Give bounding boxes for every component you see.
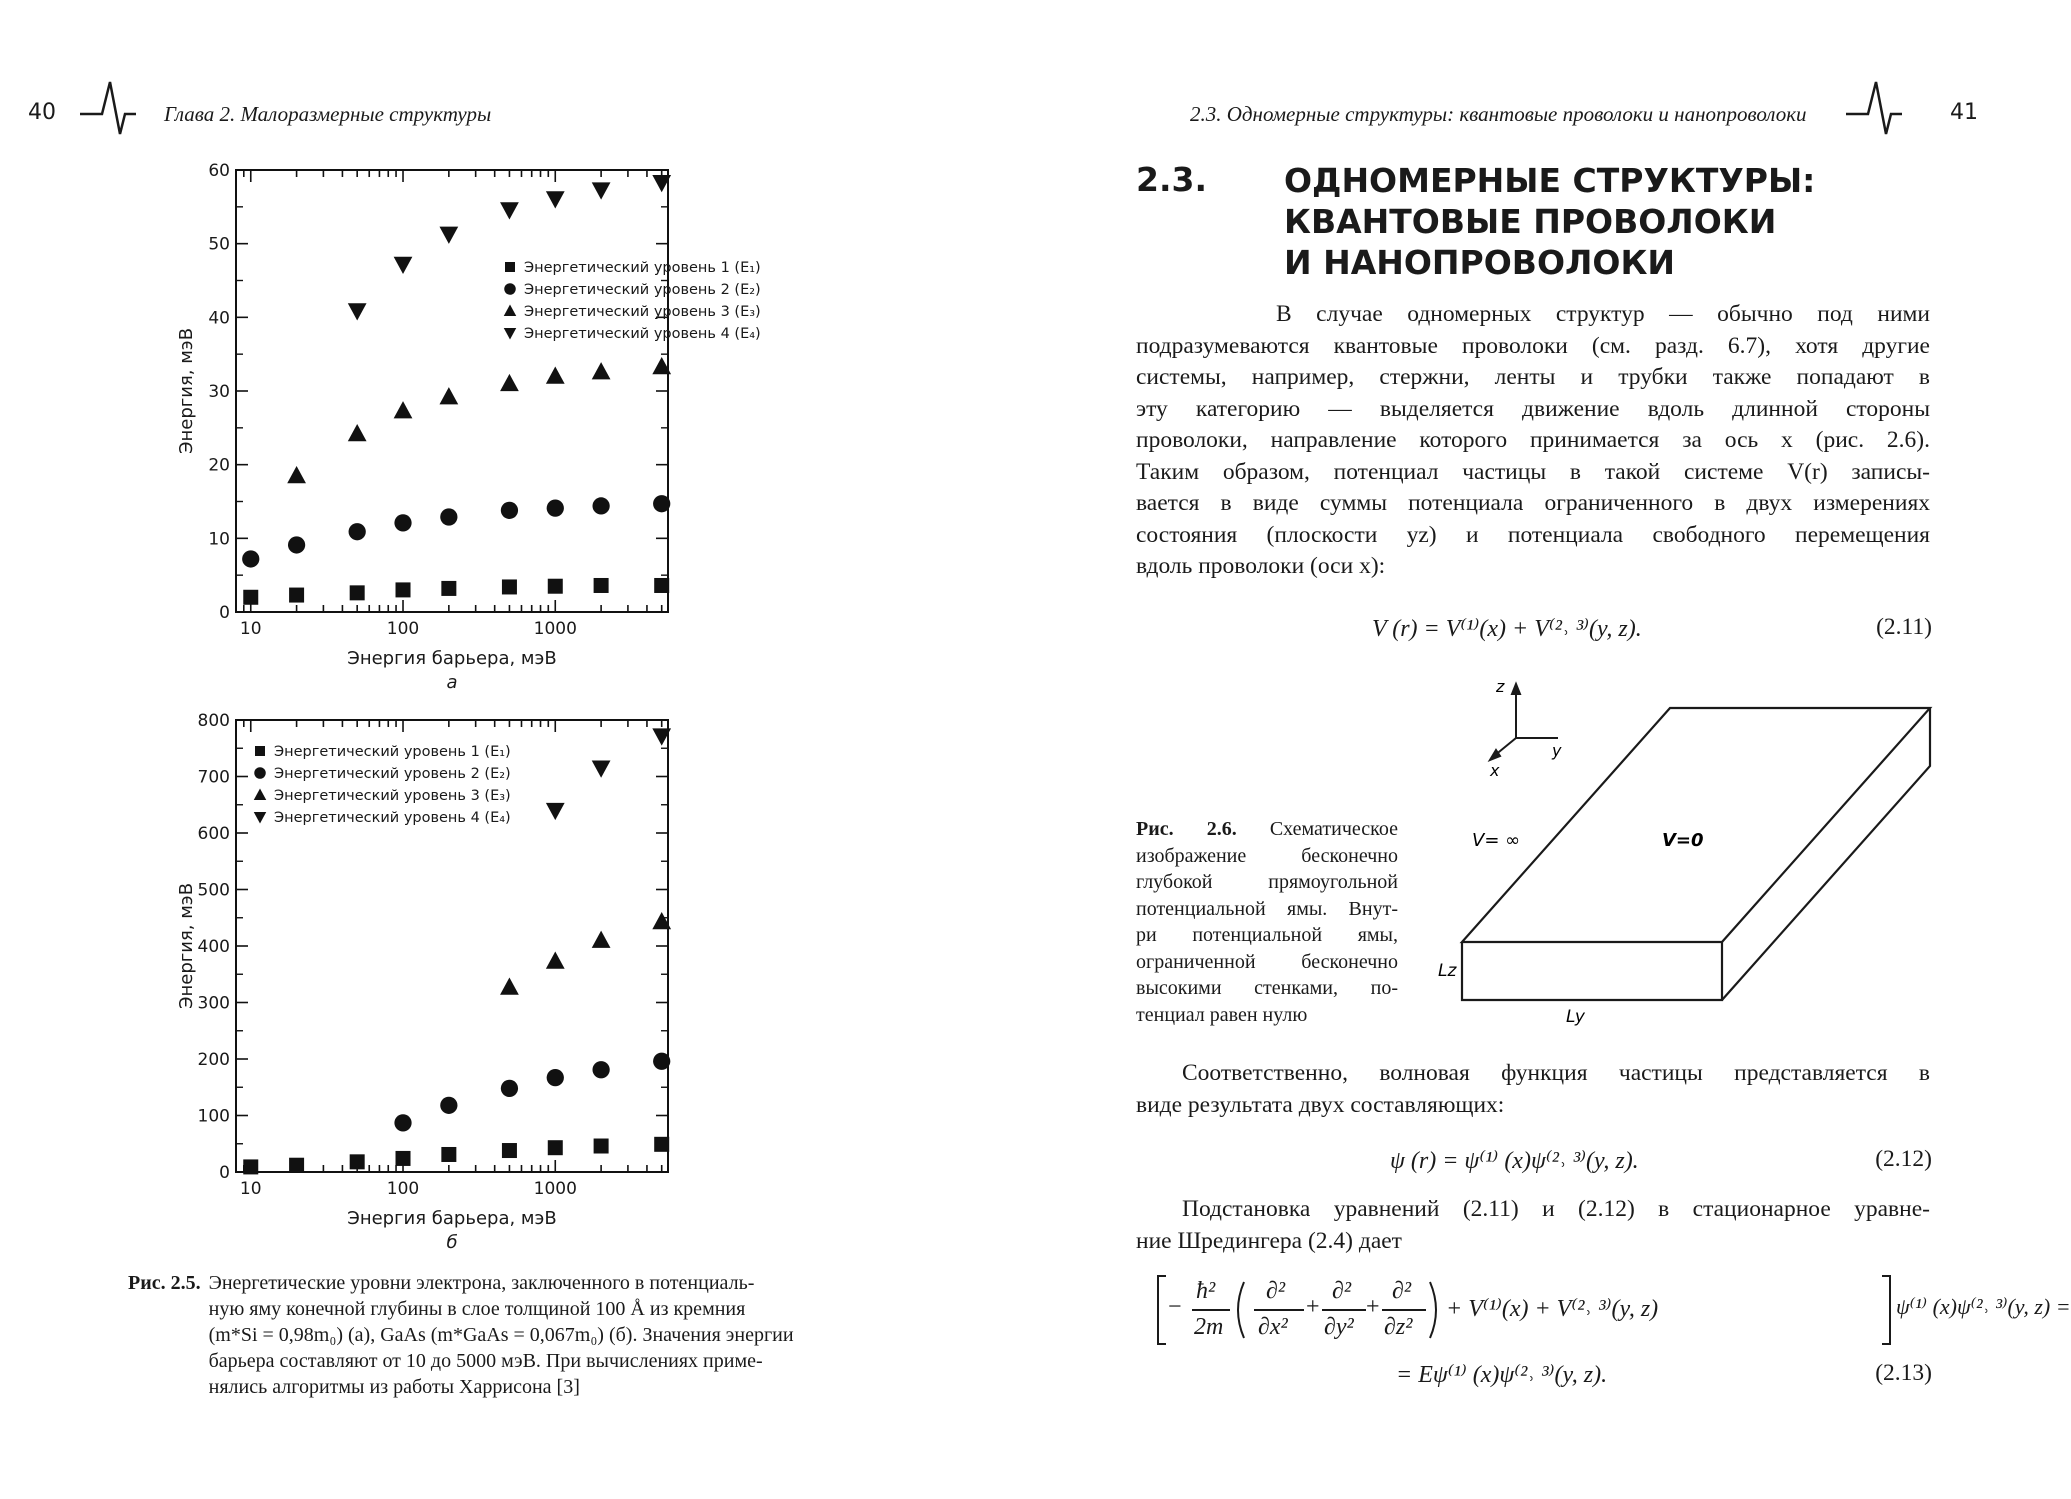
data-point-circle bbox=[440, 1097, 457, 1114]
equation-potential-terms: + V⁽¹⁾(x) + V⁽²˒ ³⁾(y, z) bbox=[1446, 1296, 1659, 1322]
data-point-triangle-down bbox=[546, 191, 565, 208]
legend-entry: Энергетический уровень 4 (E₄) bbox=[274, 810, 511, 826]
y-tick-label: 100 bbox=[197, 1106, 230, 1127]
y-tick-label: 400 bbox=[197, 937, 230, 957]
data-point-square bbox=[594, 578, 609, 593]
caption-line: нялись алгоритмы из работы Харрисона [3] bbox=[208, 1376, 580, 1398]
data-point-circle bbox=[501, 1080, 518, 1097]
data-point-square bbox=[289, 588, 304, 603]
text-line: Подстановка уравнений (2.11) и (2.12) в стационарное уравне- bbox=[1182, 1196, 1930, 1222]
data-point-triangle-up bbox=[439, 387, 458, 404]
data-point-triangle-up bbox=[500, 374, 519, 391]
y-axis-label: Энергия, мэВ bbox=[176, 882, 197, 1010]
axis-z-label: z bbox=[1496, 677, 1505, 696]
data-point-square bbox=[350, 1154, 365, 1169]
data-point-square bbox=[243, 590, 258, 605]
legend-entry: Энергетический уровень 1 (E₁) bbox=[524, 260, 761, 276]
data-point-triangle-up bbox=[546, 367, 565, 384]
pulse-icon bbox=[80, 78, 140, 138]
data-point-circle bbox=[653, 1053, 670, 1070]
data-point-square bbox=[396, 1151, 411, 1166]
legend-marker bbox=[255, 746, 265, 756]
x-tick-label: 1000 bbox=[533, 619, 577, 639]
data-point-triangle-down bbox=[394, 257, 413, 274]
caption-line: ри потенциальной ямы, bbox=[1136, 924, 1398, 946]
caption-line: изображение бесконечно bbox=[1136, 844, 1398, 867]
data-point-square bbox=[654, 578, 669, 593]
running-head-right: 2.3. Одномерные структуры: квантовые проволоки и нанопроволоки bbox=[1190, 102, 1807, 126]
legend-entry: Энергетический уровень 1 (E₁) bbox=[274, 744, 511, 760]
section-number: 2.3. bbox=[1136, 160, 1207, 199]
x-tick-label: 1000 bbox=[533, 1179, 577, 1199]
data-point-triangle-up bbox=[394, 401, 413, 418]
legend-marker bbox=[504, 328, 517, 340]
data-point-square bbox=[594, 1139, 609, 1154]
label-v-zero: V=0 bbox=[1662, 830, 1704, 851]
equation-2-12: ψ (r) = ψ⁽¹⁾ (x)ψ⁽²˒ ³⁾(y, z). bbox=[1390, 1148, 1639, 1174]
y-tick-label: 300 bbox=[197, 993, 230, 1014]
data-point-square bbox=[502, 1143, 517, 1158]
panel-label: б bbox=[446, 1232, 458, 1253]
legend-entry: Энергетический уровень 2 (E₂) bbox=[274, 766, 511, 782]
data-point-circle bbox=[440, 508, 457, 525]
label-v-infinity: V= ∞ bbox=[1472, 830, 1521, 851]
caption-line: (m*Si = 0,98m₀) (а), GaAs (m*GaAs = 0,067m₀) (б). Значения энергии bbox=[208, 1324, 794, 1346]
data-point-triangle-down bbox=[546, 803, 565, 820]
data-point-square bbox=[502, 579, 517, 594]
y-tick-label: 20 bbox=[208, 455, 230, 476]
text-line: вается в виде суммы потенциала ограниченного в двух измерениях bbox=[1136, 490, 1930, 516]
data-point-circle bbox=[394, 1114, 411, 1131]
equation-2-13-line2: = Eψ⁽¹⁾ (x)ψ⁽²˒ ³⁾(y, z). bbox=[1396, 1362, 1608, 1388]
legend-marker bbox=[254, 767, 266, 779]
equation-2-13 bbox=[1154, 1270, 2071, 1350]
equation-number: (2.12) bbox=[1875, 1146, 1932, 1172]
section-title-line: И НАНОПРОВОЛОКИ bbox=[1284, 243, 1676, 282]
x-tick-label: 100 bbox=[386, 619, 420, 639]
fig-2-5-caption bbox=[128, 1270, 890, 1400]
y-tick-label: 0 bbox=[219, 603, 230, 623]
potential-well-diagram bbox=[1410, 670, 1940, 1040]
data-point-circle bbox=[592, 1061, 609, 1078]
data-point-triangle-up bbox=[592, 931, 611, 948]
data-point-circle bbox=[349, 523, 366, 540]
y-tick-label: 40 bbox=[208, 308, 230, 329]
y-tick-label: 200 bbox=[197, 1050, 230, 1070]
label-lz: Lz bbox=[1438, 961, 1457, 981]
x-tick-label: 10 bbox=[239, 1179, 262, 1199]
y-tick-label: 700 bbox=[197, 767, 230, 788]
data-point-circle bbox=[501, 502, 518, 519]
text-line: виде результата двух составляющих: bbox=[1136, 1091, 1505, 1118]
y-tick-label: 30 bbox=[208, 382, 230, 402]
caption-line: тенциал равен нулю bbox=[1136, 1003, 1308, 1026]
section-title-line: КВАНТОВЫЕ ПРОВОЛОКИ bbox=[1284, 202, 1777, 241]
legend-marker bbox=[504, 305, 517, 317]
two-m: 2m bbox=[1194, 1314, 1224, 1340]
section-title bbox=[1284, 160, 1844, 283]
partial-squared: ∂² bbox=[1266, 1278, 1286, 1304]
text-line: системы, например, стержни, ленты и трубки также попадают в bbox=[1136, 364, 1930, 390]
data-point-circle bbox=[547, 1069, 564, 1086]
data-point-square bbox=[548, 1140, 563, 1155]
paragraph-2 bbox=[1136, 1058, 1930, 1121]
fig-2-5-label: Рис. 2.5. bbox=[128, 1272, 201, 1294]
legend-marker bbox=[504, 283, 516, 295]
data-point-circle bbox=[394, 514, 411, 531]
section-title-line: ОДНОМЕРНЫЕ СТРУКТУРЫ: bbox=[1284, 161, 1816, 200]
partial-x-squared: ∂x² bbox=[1258, 1314, 1288, 1340]
data-point-square bbox=[441, 1147, 456, 1162]
text-line: состояния (плоскости yz) и потенциала свободного перемещения bbox=[1136, 521, 1930, 548]
text-line: В случае одномерных структур — обычно под ними bbox=[1276, 301, 1930, 327]
legend-entry: Энергетический уровень 4 (E₄) bbox=[524, 326, 761, 342]
data-point-triangle-down bbox=[348, 303, 367, 320]
data-point-triangle-up bbox=[287, 466, 306, 483]
data-point-square bbox=[441, 581, 456, 596]
text-line: подразумеваются квантовые проволоки (см. разд. 6.7), хотя другие bbox=[1136, 332, 1930, 359]
minus-sign: − bbox=[1168, 1294, 1182, 1320]
data-point-circle bbox=[592, 497, 609, 514]
x-tick-label: 100 bbox=[386, 1179, 420, 1199]
page-number-left: 40 bbox=[28, 100, 56, 125]
data-point-triangle-down bbox=[500, 202, 519, 219]
data-point-triangle-down bbox=[439, 227, 458, 244]
equation-number: (2.11) bbox=[1876, 614, 1932, 640]
data-point-square bbox=[548, 579, 563, 594]
text-line: эту категорию — выделяется движение вдоль длинной стороны bbox=[1136, 395, 1930, 422]
legend-marker bbox=[505, 262, 515, 272]
y-tick-label: 50 bbox=[208, 234, 230, 255]
hbar-squared: ħ² bbox=[1196, 1278, 1216, 1304]
fig-2-6-caption bbox=[1136, 816, 1398, 1028]
partial-squared: ∂² bbox=[1332, 1278, 1352, 1304]
caption-line: ограниченной бесконечно bbox=[1136, 950, 1398, 973]
equation-number: (2.13) bbox=[1875, 1360, 1932, 1386]
x-tick-label: 10 bbox=[239, 619, 262, 639]
x-axis-label: Энергия барьера, мэВ bbox=[347, 1208, 557, 1229]
paragraph-1 bbox=[1136, 299, 1930, 583]
page-number-right: 41 bbox=[1950, 100, 1978, 125]
data-point-circle bbox=[242, 550, 259, 567]
data-point-circle bbox=[653, 495, 670, 512]
axis-y-label: y bbox=[1552, 741, 1562, 760]
y-tick-label: 500 bbox=[197, 880, 230, 901]
well-box bbox=[1462, 708, 1930, 1000]
data-point-triangle-down bbox=[592, 761, 611, 778]
caption-line: барьера составляют от 10 до 5000 мэВ. При вычислениях приме- bbox=[208, 1350, 763, 1372]
plus-sign: + bbox=[1306, 1294, 1320, 1320]
partial-squared: ∂² bbox=[1392, 1278, 1412, 1304]
y-axis-label: Энергия, мэВ bbox=[176, 327, 197, 455]
caption-line: глубокой прямоугольной bbox=[1136, 871, 1398, 893]
data-point-square bbox=[243, 1159, 258, 1174]
x-axis-label: Энергия барьера, мэВ bbox=[347, 648, 557, 669]
legend-entry: Энергетический уровень 3 (E₃) bbox=[524, 304, 761, 320]
y-tick-label: 800 bbox=[197, 711, 230, 731]
text-line: вдоль проволоки (оси x): bbox=[1136, 553, 1386, 579]
data-point-triangle-down bbox=[592, 182, 611, 199]
data-point-square bbox=[289, 1158, 304, 1173]
y-tick-label: 0 bbox=[219, 1163, 230, 1183]
axis-x-label: x bbox=[1490, 761, 1500, 780]
data-point-circle bbox=[547, 500, 564, 517]
caption-line: Схематическое bbox=[1269, 818, 1398, 840]
running-head-left: Глава 2. Малоразмерные структуры bbox=[164, 102, 492, 126]
fig-2-6-label: Рис. 2.6. bbox=[1136, 818, 1237, 840]
panel-label: а bbox=[446, 672, 458, 693]
data-point-square bbox=[350, 585, 365, 600]
chart-b bbox=[150, 702, 810, 1262]
legend-entry: Энергетический уровень 2 (E₂) bbox=[524, 282, 761, 298]
caption-line: ную яму конечной глубины в слое толщиной 100 Å из кремния bbox=[208, 1298, 746, 1320]
partial-z-squared: ∂z² bbox=[1384, 1314, 1413, 1340]
text-line: проволоки, направление которого принимается за ось x (рис. 2.6). bbox=[1136, 427, 1930, 453]
y-tick-label: 10 bbox=[208, 529, 230, 550]
y-tick-label: 60 bbox=[208, 161, 230, 181]
data-point-square bbox=[654, 1137, 669, 1152]
data-point-circle bbox=[288, 536, 305, 553]
caption-line: высокими стенками, по- bbox=[1136, 977, 1398, 999]
data-point-triangle-up bbox=[500, 977, 519, 994]
data-point-triangle-up bbox=[592, 362, 611, 379]
y-tick-label: 600 bbox=[197, 824, 230, 844]
partial-y-squared: ∂y² bbox=[1324, 1314, 1354, 1340]
plus-sign: + bbox=[1366, 1294, 1380, 1320]
text-line: Соответственно, волновая функция частицы представляется в bbox=[1182, 1060, 1930, 1086]
legend-entry: Энергетический уровень 3 (E₃) bbox=[274, 788, 511, 804]
label-ly: Ly bbox=[1566, 1007, 1585, 1027]
equation-wavefunction-terms: ψ⁽¹⁾ (x)ψ⁽²˒ ³⁾(y, z) = bbox=[1896, 1294, 2071, 1319]
text-line: ние Шредингера (2.4) дает bbox=[1136, 1227, 1402, 1254]
caption-line: потенциальной ямы. Внут- bbox=[1136, 897, 1398, 920]
data-point-square bbox=[396, 582, 411, 597]
data-point-triangle-up bbox=[546, 952, 565, 969]
data-point-triangle-up bbox=[348, 424, 367, 441]
chart-a bbox=[150, 150, 810, 710]
text-line: Таким образом, потенциал частицы в такой системе V(r) записы- bbox=[1136, 458, 1930, 485]
equation-2-11: V (r) = V⁽¹⁾(x) + V⁽²˒ ³⁾(y, z). bbox=[1372, 616, 1642, 642]
legend-marker bbox=[254, 789, 267, 801]
caption-line: Энергетические уровни электрона, заключенного в потенциаль- bbox=[208, 1272, 755, 1294]
pulse-icon bbox=[1846, 78, 1906, 138]
paragraph-3 bbox=[1136, 1194, 1930, 1257]
legend-marker bbox=[254, 812, 267, 824]
